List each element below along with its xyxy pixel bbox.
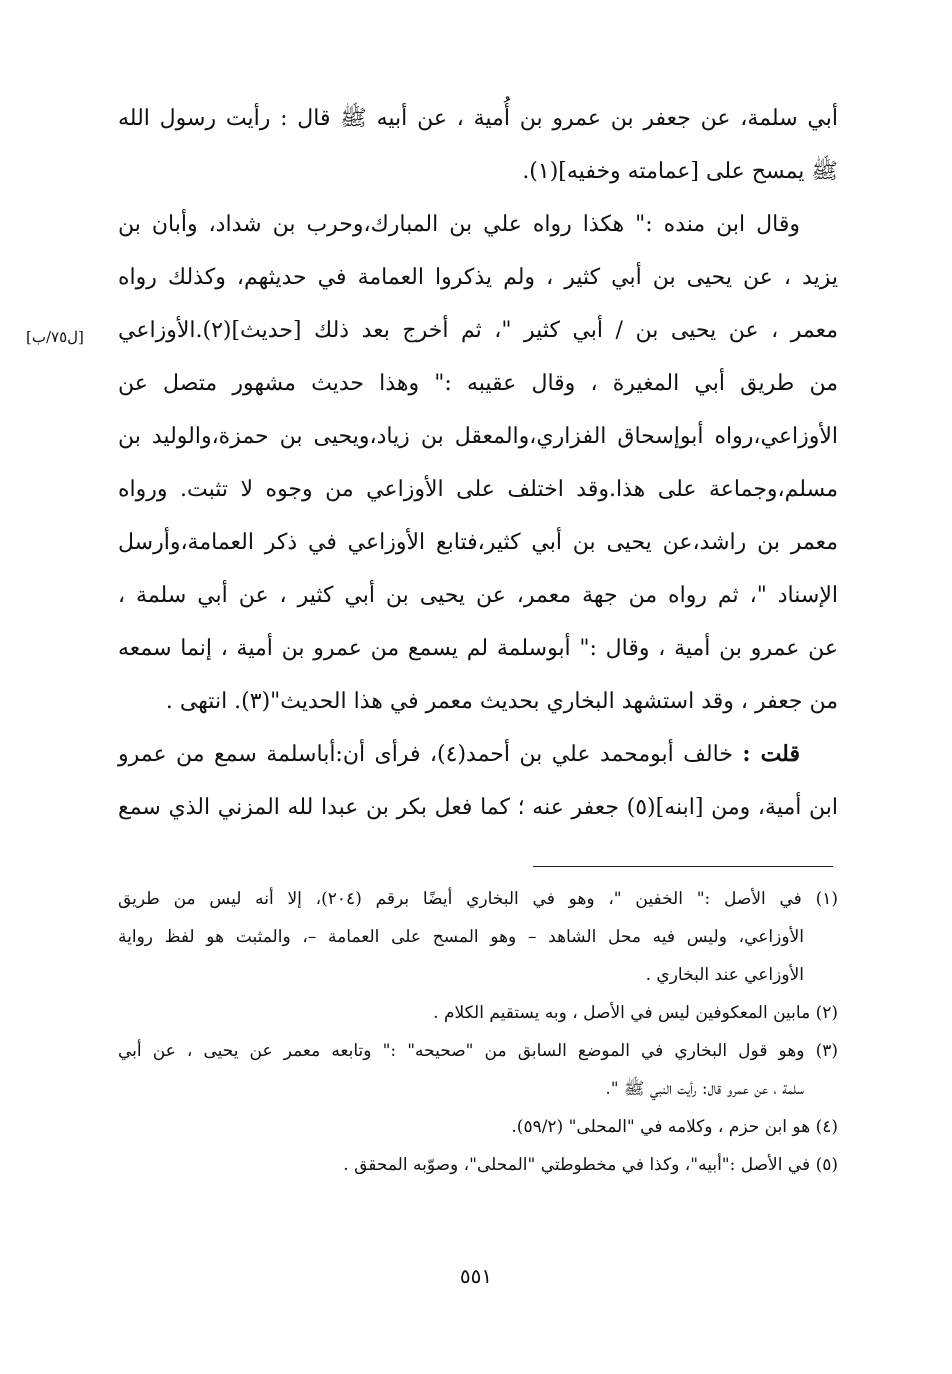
footnote-line: سلمة ، عن عمرو قال: رأيت النبي ﷺ ". [605,1079,804,1099]
footnote-line: (٤) هو ابن حزم ، وكلامه في "المحلى" (٥٩/٢). [511,1117,838,1137]
text-line: ابن أمية، ومن [ابنه](٥) جعفر عنه ؛ كما فعل بكر بن عبدا لله المزني الذي سمع [118,795,838,820]
footnote-line: (٥) في الأصل :"أبيه"، وكذا في مخطوطتي "المحلى"، وصوّبه المحقق . [343,1155,838,1175]
footnotes-block [118,880,838,1184]
main-text-block [118,92,838,834]
footnote-line: (٣) وهو قول البخاري في الموضع السابق من "صحيحه" :" وتابعه معمر عن يحيى ، عن أبي [118,1041,838,1061]
text-line: أبي سلمة، عن جعفر بن عمرو بن أُمية ، عن أبيه ﷺ قال : رأيت رسول الله [118,106,838,131]
text-line: الإسناد "، ثم رواه من جهة معمر، عن يحيى بن أبي كثير ، عن أبي سلمة ، [118,583,838,608]
text-line: ﷺ يمسح على [عمامته وخفيه](١). [522,159,838,184]
footnote-separator [533,866,833,867]
text-line: من جعفر ، وقد استشهد البخاري بحديث معمر في هذا الحديث"(٣). انتهى . [165,689,838,714]
page-number: ٥٥١ [459,1264,493,1288]
footnote-line: (١) في الأصل :" الخفين "، وهو في البخاري أيضًا برقم (٢٠٤)، إلا أنه ليس من طريق [118,889,838,909]
text-line-qult [118,728,838,781]
text-line: عن عمرو بن أمية ، وقال :" أبوسلمة لم يسمع من عمرو بن أمية ، إنما سمعه [118,636,838,661]
footnote-line: الأوزاعي، وليس فيه محل الشاهد – وهو المسح على العمامة –، والمثبت هو لفظ رواية [118,927,804,947]
text-line: الأوزاعي،رواه أبوإسحاق الفزاري،والمعقل بن زياد،ويحيى بن حمزة،والوليد بن [118,424,838,449]
manuscript-folio-note: [ل٧٥/ب] [26,328,84,346]
text-line: يزيد ، عن يحيى بن أبي كثير ، ولم يذكروا العمامة في حديثهم، وكذلك رواه [118,265,838,290]
text-line: وقال ابن منده :" هكذا رواه علي بن المبارك،وحرب بن شداد، وأبان بن [118,212,800,237]
footnote-line: (٢) مابين المعكوفين ليس في الأصل ، وبه يستقيم الكلام . [433,1003,838,1023]
footnote-line: الأوزاعي عند البخاري . [645,965,804,985]
text-line: مسلم،وجماعة على هذا.وقد اختلف على الأوزاعي من وجوه لا تثبت. ورواه [118,477,838,502]
text-line: معمر بن راشد،عن يحيى بن أبي كثير،فتابع الأوزاعي في ذكر العمامة،وأرسل [118,530,838,555]
text-line: من طريق أبي المغيرة ، وقال عقيبه :" وهذا حديث مشهور متصل عن [118,371,838,396]
text-line-content: خالف أبومحمد علي بن أحمد(٤)، فرأى أن:أباسلمة سمع من عمرو [118,742,733,767]
text-line: معمر ، عن يحيى بن / أبي كثير "، ثم أخرج بعد ذلك [حديث](٢).الأوزاعي [118,318,838,343]
qult-label: قلت : [742,741,800,767]
